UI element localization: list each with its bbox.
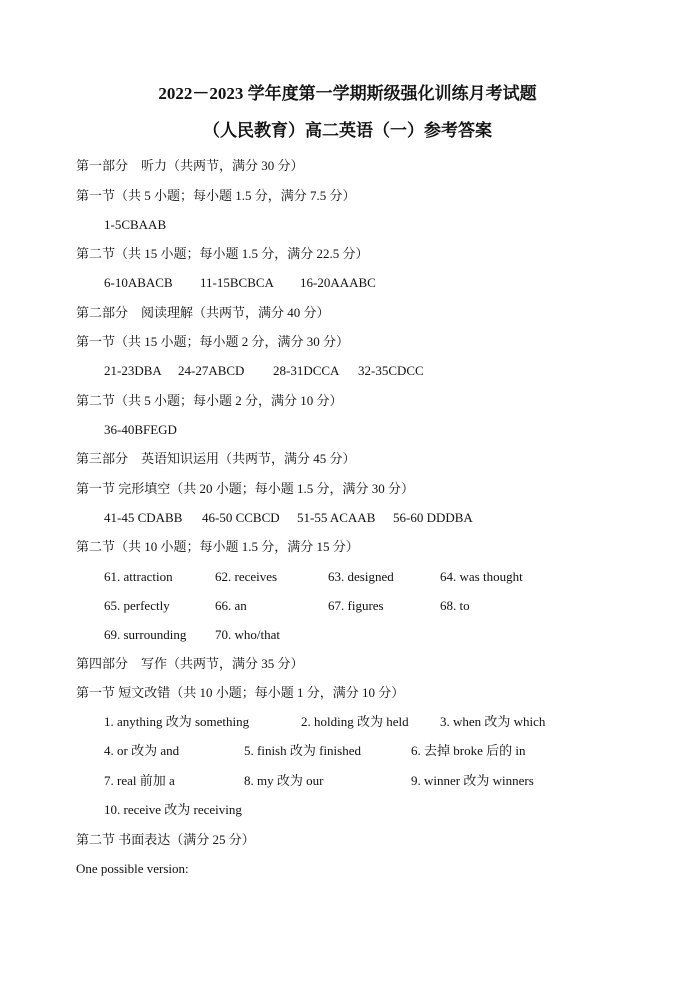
answer-group: 46-50 CCBCD bbox=[202, 510, 280, 525]
part3-section2-heading: 第二节（共 10 小题；每小题 1.5 分，满分 15 分） bbox=[76, 539, 359, 554]
answer-group: 51-55 ACAAB bbox=[297, 510, 376, 525]
answer-row bbox=[0, 598, 695, 614]
answer-item: 67. figures bbox=[328, 598, 384, 613]
answer-row bbox=[0, 363, 695, 379]
part4-section2-heading: 第二节 书面表达（满分 25 分） bbox=[76, 832, 255, 847]
part2-heading: 第二部分 阅读理解（共两节，满分 40 分） bbox=[76, 305, 330, 320]
answer-row bbox=[0, 627, 695, 643]
answer-group: 24-27ABCD bbox=[178, 363, 245, 378]
document-title: 2022－2023 学年度第一学期斯级强化训练月考试题 bbox=[158, 84, 537, 103]
answer-row bbox=[0, 714, 695, 730]
answer-item: 63. designed bbox=[328, 569, 394, 584]
answer-group: 41-45 CDABB bbox=[104, 510, 183, 525]
answer-group: 56-60 DDDBA bbox=[393, 510, 473, 525]
correction-item: 10. receive 改为 receiving bbox=[104, 802, 242, 817]
correction-item: 4. or 改为 and bbox=[104, 743, 180, 758]
answer-item: 68. to bbox=[440, 598, 470, 613]
answer-item: 65. perfectly bbox=[104, 598, 170, 613]
answer-item: 62. receives bbox=[215, 569, 278, 584]
answer-group: 16-20AAABC bbox=[300, 275, 376, 290]
answer-group: 11-15BCBCA bbox=[200, 275, 274, 290]
part3-heading: 第三部分 英语知识运用（共两节，满分 45 分） bbox=[76, 451, 356, 466]
answer-group: 21-23DBA bbox=[104, 363, 162, 378]
answer-row bbox=[0, 510, 695, 526]
answer-row bbox=[0, 773, 695, 789]
correction-item: 8. my 改为 our bbox=[244, 773, 324, 788]
answer-group: 32-35CDCC bbox=[358, 363, 424, 378]
answer-row bbox=[0, 569, 695, 585]
part4-heading: 第四部分 写作（共两节，满分 35 分） bbox=[76, 656, 304, 671]
part3-section1-heading: 第一节 完形填空（共 20 小题；每小题 1.5 分，满分 30 分） bbox=[76, 481, 415, 496]
correction-item: 1. anything 改为 something bbox=[104, 714, 250, 729]
answer-row bbox=[0, 275, 695, 291]
part1-heading: 第一部分 听力（共两节，满分 30 分） bbox=[76, 158, 304, 173]
answer-group: 1-5CBAAB bbox=[104, 217, 167, 232]
part4-section1-heading: 第一节 短文改错（共 10 小题；每小题 1 分，满分 10 分） bbox=[76, 685, 405, 700]
answer-item: 69. surrounding bbox=[104, 627, 187, 642]
answer-group: 36-40BFEGD bbox=[104, 422, 177, 437]
correction-item: 6. 去掉 broke 后的 in bbox=[411, 743, 526, 758]
answer-item: 66. an bbox=[215, 598, 247, 613]
part2-section2-heading: 第二节（共 5 小题；每小题 2 分，满分 10 分） bbox=[76, 393, 343, 408]
answer-item: 61. attraction bbox=[104, 569, 173, 584]
part2-section1-heading: 第一节（共 15 小题；每小题 2 分，满分 30 分） bbox=[76, 334, 350, 349]
correction-item: 9. winner 改为 winners bbox=[411, 773, 534, 788]
correction-item: 2. holding 改为 held bbox=[301, 714, 409, 729]
answer-group: 6-10ABACB bbox=[104, 275, 173, 290]
correction-item: 3. when 改为 which bbox=[440, 714, 546, 729]
possible-version-label: One possible version: bbox=[76, 861, 189, 876]
part1-section2-heading: 第二节（共 15 小题；每小题 1.5 分，满分 22.5 分） bbox=[76, 246, 369, 261]
answer-item: 64. was thought bbox=[440, 569, 523, 584]
answer-row bbox=[0, 743, 695, 759]
part1-section1-heading: 第一节（共 5 小题；每小题 1.5 分，满分 7.5 分） bbox=[76, 188, 356, 203]
answer-group: 28-31DCCA bbox=[273, 363, 340, 378]
correction-item: 7. real 前加 a bbox=[104, 773, 175, 788]
answer-item: 70. who/that bbox=[215, 627, 280, 642]
correction-item: 5. finish 改为 finished bbox=[244, 743, 361, 758]
document-subtitle: （人民教育）高二英语（一）参考答案 bbox=[203, 121, 492, 140]
